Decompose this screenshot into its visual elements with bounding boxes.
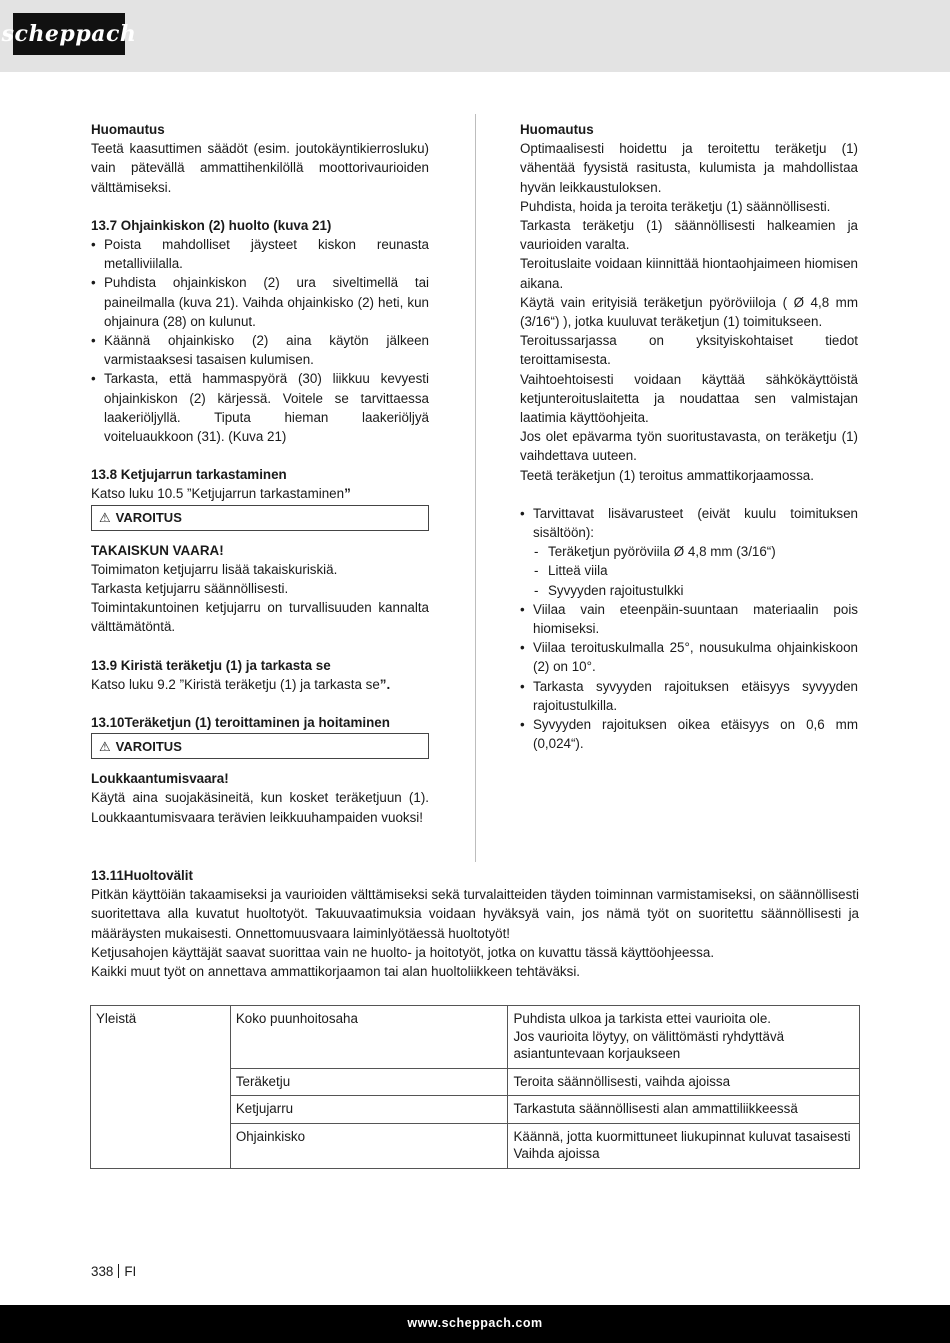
header-band <box>0 0 950 72</box>
list-item: • Puhdista ohjainkiskon (2) ura siveltimellä tai paineilmalla (kuva 21). Vaihda ohjainkisko (2) heti, kun ohjainura (28) on kulunut. <box>91 273 429 331</box>
accessory-sublist <box>520 542 858 600</box>
accessory-item: - Syvyyden rajoitustulkki <box>520 581 858 600</box>
table-cell-action: Teroita säännöllisesti, vaihda ajoissa <box>508 1068 860 1096</box>
table-cell-part: Ohjainkisko <box>230 1123 508 1168</box>
table-cell-action: Puhdista ulkoa ja tarkista ettei vaurioita ole. Jos vaurioita löytyy, on välittömästi ryhdyttävä asiantuntevaan korjaukseen <box>508 1006 860 1069</box>
warning-box <box>91 733 429 759</box>
maintenance-table <box>90 1005 860 1169</box>
table-cell-part: Ketjujarru <box>230 1096 508 1124</box>
table-cell-part: Koko puunhoitosaha <box>230 1006 508 1069</box>
section-13-9-text: Katso luku 9.2 ”Kiristä teräketju (1) ja tarkasta se”. <box>91 676 391 692</box>
table-cell-group: Yleistä <box>91 1006 231 1169</box>
accessory-item: - Teräketjun pyöröviila Ø 4,8 mm (3/16“) <box>520 542 858 561</box>
table-cell-action: Tarkastuta säännöllisesti alan ammattiliikkeessä <box>508 1096 860 1124</box>
accessory-item: - Litteä viila <box>520 561 858 580</box>
table-cell-action: Käännä, jotta kuormittuneet liukupinnat kuluvat tasaisesti Vaihda ajoissa <box>508 1123 860 1168</box>
list-item: • Viilaa teroituskulmalla 25°, nousukulma ohjainkiskoon (2) on 10°. <box>520 638 858 676</box>
accessories-list <box>520 504 858 754</box>
list-item: • Syvyyden rajoituksen oikea etäisyys on 0,6 mm (0,024“). <box>520 715 858 753</box>
section-13-7-list <box>91 235 429 446</box>
section-13-8-text: Katso luku 10.5 ”Ketjujarrun tarkastaminen” <box>91 486 351 502</box>
kickback-title: TAKAISKUN VAARA! <box>91 542 224 558</box>
section-13-11 <box>91 866 859 981</box>
list-item: • Tarkasta syvyyden rajoituksen etäisyys syvyyden rajoitustulkilla. <box>520 677 858 715</box>
kickback-line: Tarkasta ketjujarru säännöllisesti. <box>91 581 289 597</box>
paragraph: Ketjusahojen käyttäjät saavat suorittaa vain ne huolto- ja hoitotyöt, jotka on kuvattu tässä käyttöohjeessa. <box>91 944 715 960</box>
kickback-line: Toimintakuntoinen ketjujarru on turvallisuuden kannalta välttämätöntä. <box>91 600 429 635</box>
section-13-9-title: 13.9 Kiristä teräketju (1) ja tarkasta se <box>91 657 331 673</box>
warning-label: VAROITUS <box>115 738 182 754</box>
left-column <box>91 120 429 827</box>
list-item: • Tarkasta, että hammaspyörä (30) liikkuu kevyesti ohjainkiskon (2) kärjessä. Voitele se tarvittaessa laakeriöljyllä. Tiputa hieman laakeriöljyä voiteluaukkoon (31). (Kuva 21) <box>91 369 429 446</box>
section-13-8-title: 13.8 Ketjujarrun tarkastaminen <box>91 467 287 483</box>
paragraph: Teroitussarjassa on yksityiskohtaiset tiedot teroittamisesta. <box>520 333 858 368</box>
section-13-11-title: 13.11Huoltovälit <box>91 868 193 883</box>
paragraph: Puhdista, hoida ja teroita teräketju (1) säännöllisesti. <box>520 198 831 214</box>
paragraph: Vaihtoehtoisesti voidaan käyttää sähkökäyttöistä ketjunteroituslaitetta ja noudattaa sen valmistajan laatimia käyttöohjeita. <box>520 371 858 426</box>
paragraph: Jos olet epävarma työn suoritustavasta, on teräketju (1) vaihdettava uuteen. <box>520 429 858 464</box>
footer-bar <box>0 1305 950 1343</box>
page-number-value: 338 <box>91 1264 114 1279</box>
right-column <box>520 120 858 754</box>
page-number <box>91 1264 136 1279</box>
section-13-10-title: 13.10Teräketjun (1) teroittaminen ja hoitaminen <box>91 715 390 731</box>
table-row <box>91 1006 860 1069</box>
list-item: • Käännä ohjainkisko (2) aina käytön jälkeen varmistaaksesi tasaisen kulumisen. <box>91 331 429 369</box>
warning-label: VAROITUS <box>115 510 182 526</box>
website-url: www.scheppach.com <box>407 1316 543 1330</box>
note-title: Huomautus <box>91 122 165 137</box>
separator <box>118 1264 119 1278</box>
warning-box <box>91 505 429 531</box>
brand-logo <box>1 13 137 55</box>
paragraph: Käytä vain erityisiä teräketjun pyöröviiloja ( Ø 4,8 mm (3/16“) ), jotka kuuluvat teräketjun (1) toimitukseen. <box>520 294 858 330</box>
injury-text: Käytä aina suojakäsineitä, kun kosket teräketjuun (1). Loukkaantumisvaara terävien leikkuuhampaiden vuoksi! <box>91 790 429 825</box>
paragraph: Teroituslaite voidaan kiinnittää hiontaohjaimeen hiomisen aikana. <box>520 256 858 291</box>
paragraph: Pitkän käyttöiän takaamiseksi ja vaurioiden välttämiseksi sekä turvalaitteiden täyden toiminnan varmistamiseksi, on säännöllisesti suoritettava alla kuvatut huoltotyöt. Takuuvaatimuksia voidaan hyväksyä vain, jos nämä työt on suoritettu säännöllisesti ja määräysten mukaisesti. Onnettomuusvaara laiminlyötäessä huoltotyöt! <box>91 887 859 941</box>
paragraph: Tarkasta teräketju (1) säännöllisesti halkeamien ja vaurioiden varalta. <box>520 218 858 253</box>
table-cell-part: Teräketju <box>230 1068 508 1096</box>
paragraph: Optimaalisesti hoidettu ja teroitettu teräketju (1) vähentää fyysistä rasitusta, kulumista ja mahdollistaa hyvän leikkaustuloksen. <box>520 141 858 195</box>
warning-triangle-icon: ⚠ <box>99 510 111 526</box>
list-item: • Poista mahdolliset jäysteet kiskon reunasta metalliviilalla. <box>91 235 429 273</box>
injury-title: Loukkaantumisvaara! <box>91 771 229 787</box>
list-item: • Viilaa vain eteenpäin-suuntaan materiaalin pois hiomiseksi. <box>520 600 858 638</box>
kickback-line: Toimimaton ketjujarru lisää takaiskuriskiä. <box>91 561 338 577</box>
paragraph: Kaikki muut työt on annettava ammattikorjaamon tai alan huoltoliikkeen tehtäväksi. <box>91 964 581 980</box>
warning-triangle-icon: ⚠ <box>99 738 111 754</box>
section-13-7-title: 13.7 Ohjainkiskon (2) huolto (kuva 21) <box>91 217 332 233</box>
language-code: FI <box>124 1264 137 1279</box>
list-item: • Tarvittavat lisävarusteet (eivät kuulu toimituksen sisältöön): - Teräketjun pyöröviila Ø 4,8 mm (3/16“) - Litteä viila - Syvyyden rajoitustulkki <box>520 504 858 600</box>
paragraph: Teetä teräketjun (1) teroitus ammattikorjaamossa. <box>520 467 814 483</box>
note-text: Teetä kaasuttimen säädöt (esim. joutokäyntikierrosluku) vain pätevällä ammattihenkilöllä moottorivaurioiden välttämiseksi. <box>91 141 429 195</box>
brand-logo-text: scheppach <box>1 21 137 47</box>
column-divider <box>475 114 476 862</box>
note-title: Huomautus <box>520 122 594 137</box>
